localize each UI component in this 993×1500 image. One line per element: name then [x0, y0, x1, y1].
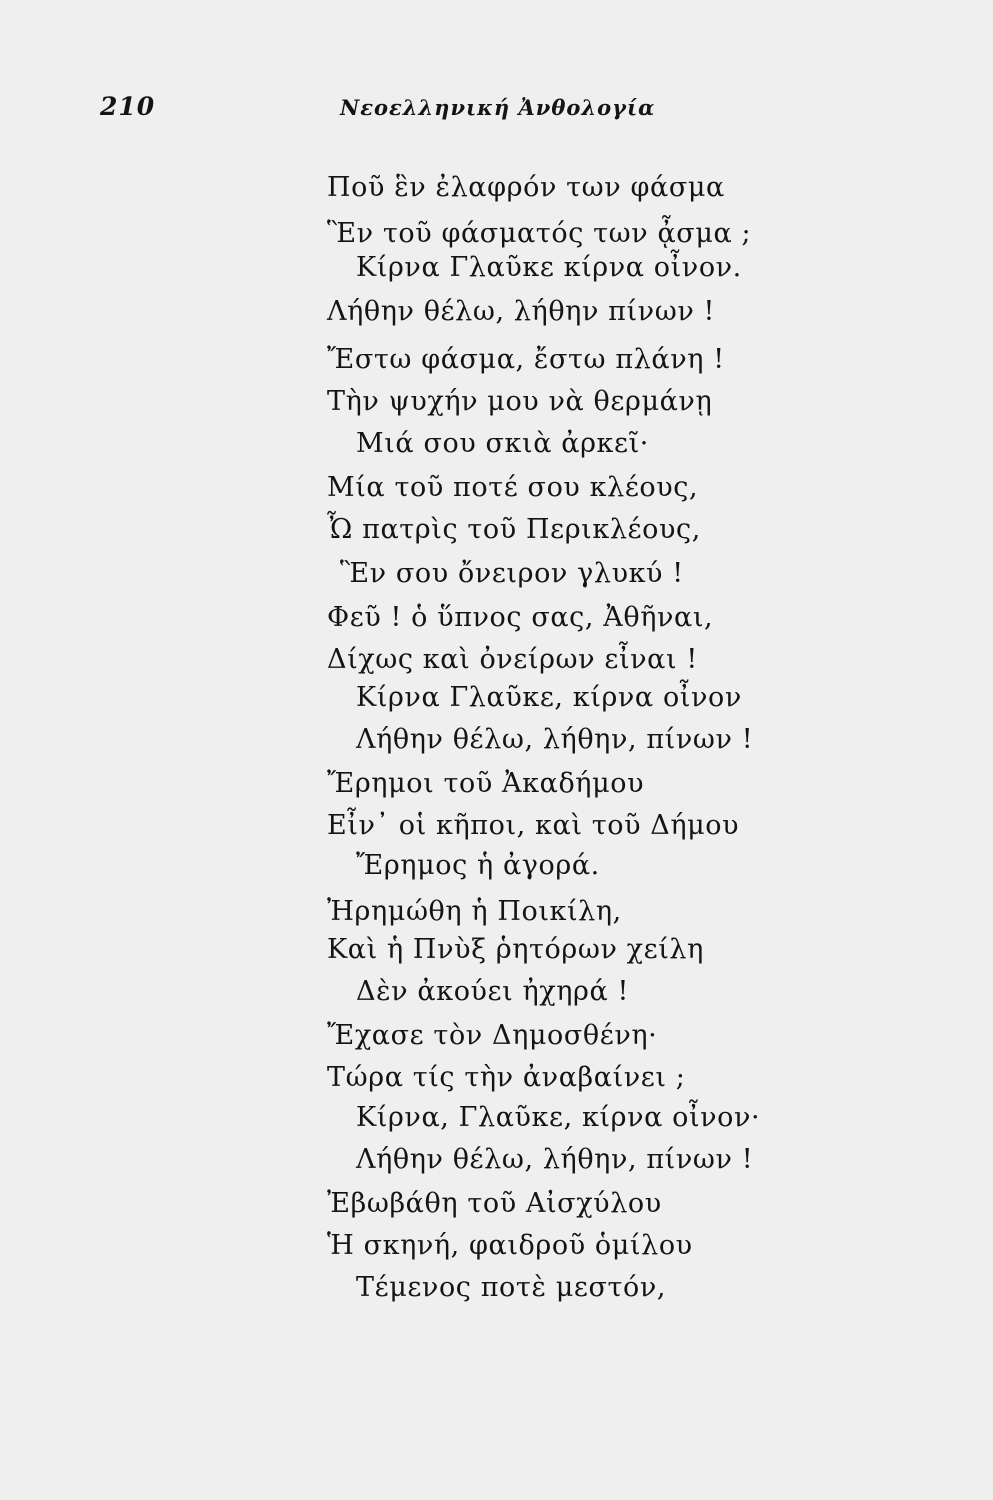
page-number: 210 — [100, 92, 156, 121]
poem-line: Ποῦ ἓν ἐλαφρόν των φάσμα — [327, 172, 725, 203]
poem-line: Μιά σου σκιὰ ἀρκεῖ· — [356, 428, 649, 459]
poem-line: Ἔρημοι τοῦ Ἀκαδήμου — [327, 768, 645, 799]
poem-line: Δὲν ἀκούει ἠχηρά ! — [356, 976, 629, 1007]
poem-line: Καὶ ἡ Πνὺξ ῥητόρων χείλη — [327, 934, 704, 965]
poem-line: Δίχως καὶ ὀνείρων εἶναι ! — [327, 644, 698, 675]
poem-line: Ἡ σκηνή, φαιδροῦ ὁμίλου — [327, 1230, 693, 1261]
poem-line: Τώρα τίς τὴν ἀναβαίνει ; — [327, 1062, 686, 1093]
poem-line: Λήθην θέλω, λήθην, πίνων ! — [356, 724, 754, 755]
poem-line: Φεῦ ! ὁ ὕπνος σας, Ἀθῆναι, — [327, 602, 714, 633]
poem-line: Ἔχασε τὸν Δημοσθένη· — [327, 1020, 658, 1051]
poem-line: Κίρνα Γλαῦκε, κίρνα οἶνον — [356, 682, 742, 713]
poem-line: Μία τοῦ ποτέ σου κλέους, — [327, 472, 699, 503]
poem-line: Ἓν τοῦ φάσματός των ᾆσμα ; — [327, 218, 752, 249]
poem-line: Ἔστω φάσμα, ἔστω πλάνη ! — [327, 344, 725, 375]
poem-line: Ἔρημος ἡ ἀγορά. — [356, 850, 600, 881]
running-title: Νεοελληνική Ἀνθολογία — [340, 95, 656, 120]
poem-line: Ἓν σου ὄνειρον γλυκύ ! — [340, 558, 684, 589]
poem-line: Λήθην θέλω, λήθην, πίνων ! — [356, 1144, 754, 1175]
poem-line: Κίρνα, Γλαῦκε, κίρνα οἶνον· — [356, 1102, 761, 1133]
poem-line: Τὴν ψυχήν μου νὰ θερμάνῃ — [327, 386, 713, 417]
poem-line: Ἠρημώθη ἡ Ποικίλη, — [327, 896, 622, 927]
poem-line: Εἶν᾿ οἱ κῆποι, καὶ τοῦ Δήμου — [327, 810, 740, 841]
poem-line: Λήθην θέλω, λήθην πίνων ! — [327, 296, 715, 327]
poem-line: Ἐβωβάθη τοῦ Αἰσχύλου — [327, 1188, 662, 1219]
poem-line: Τέμενος ποτὲ μεστόν, — [356, 1272, 667, 1303]
poem-line: Κίρνα Γλαῦκε κίρνα οἶνον. — [356, 252, 742, 283]
poem-line: Ὦ πατρὶς τοῦ Περικλέους, — [327, 514, 701, 545]
